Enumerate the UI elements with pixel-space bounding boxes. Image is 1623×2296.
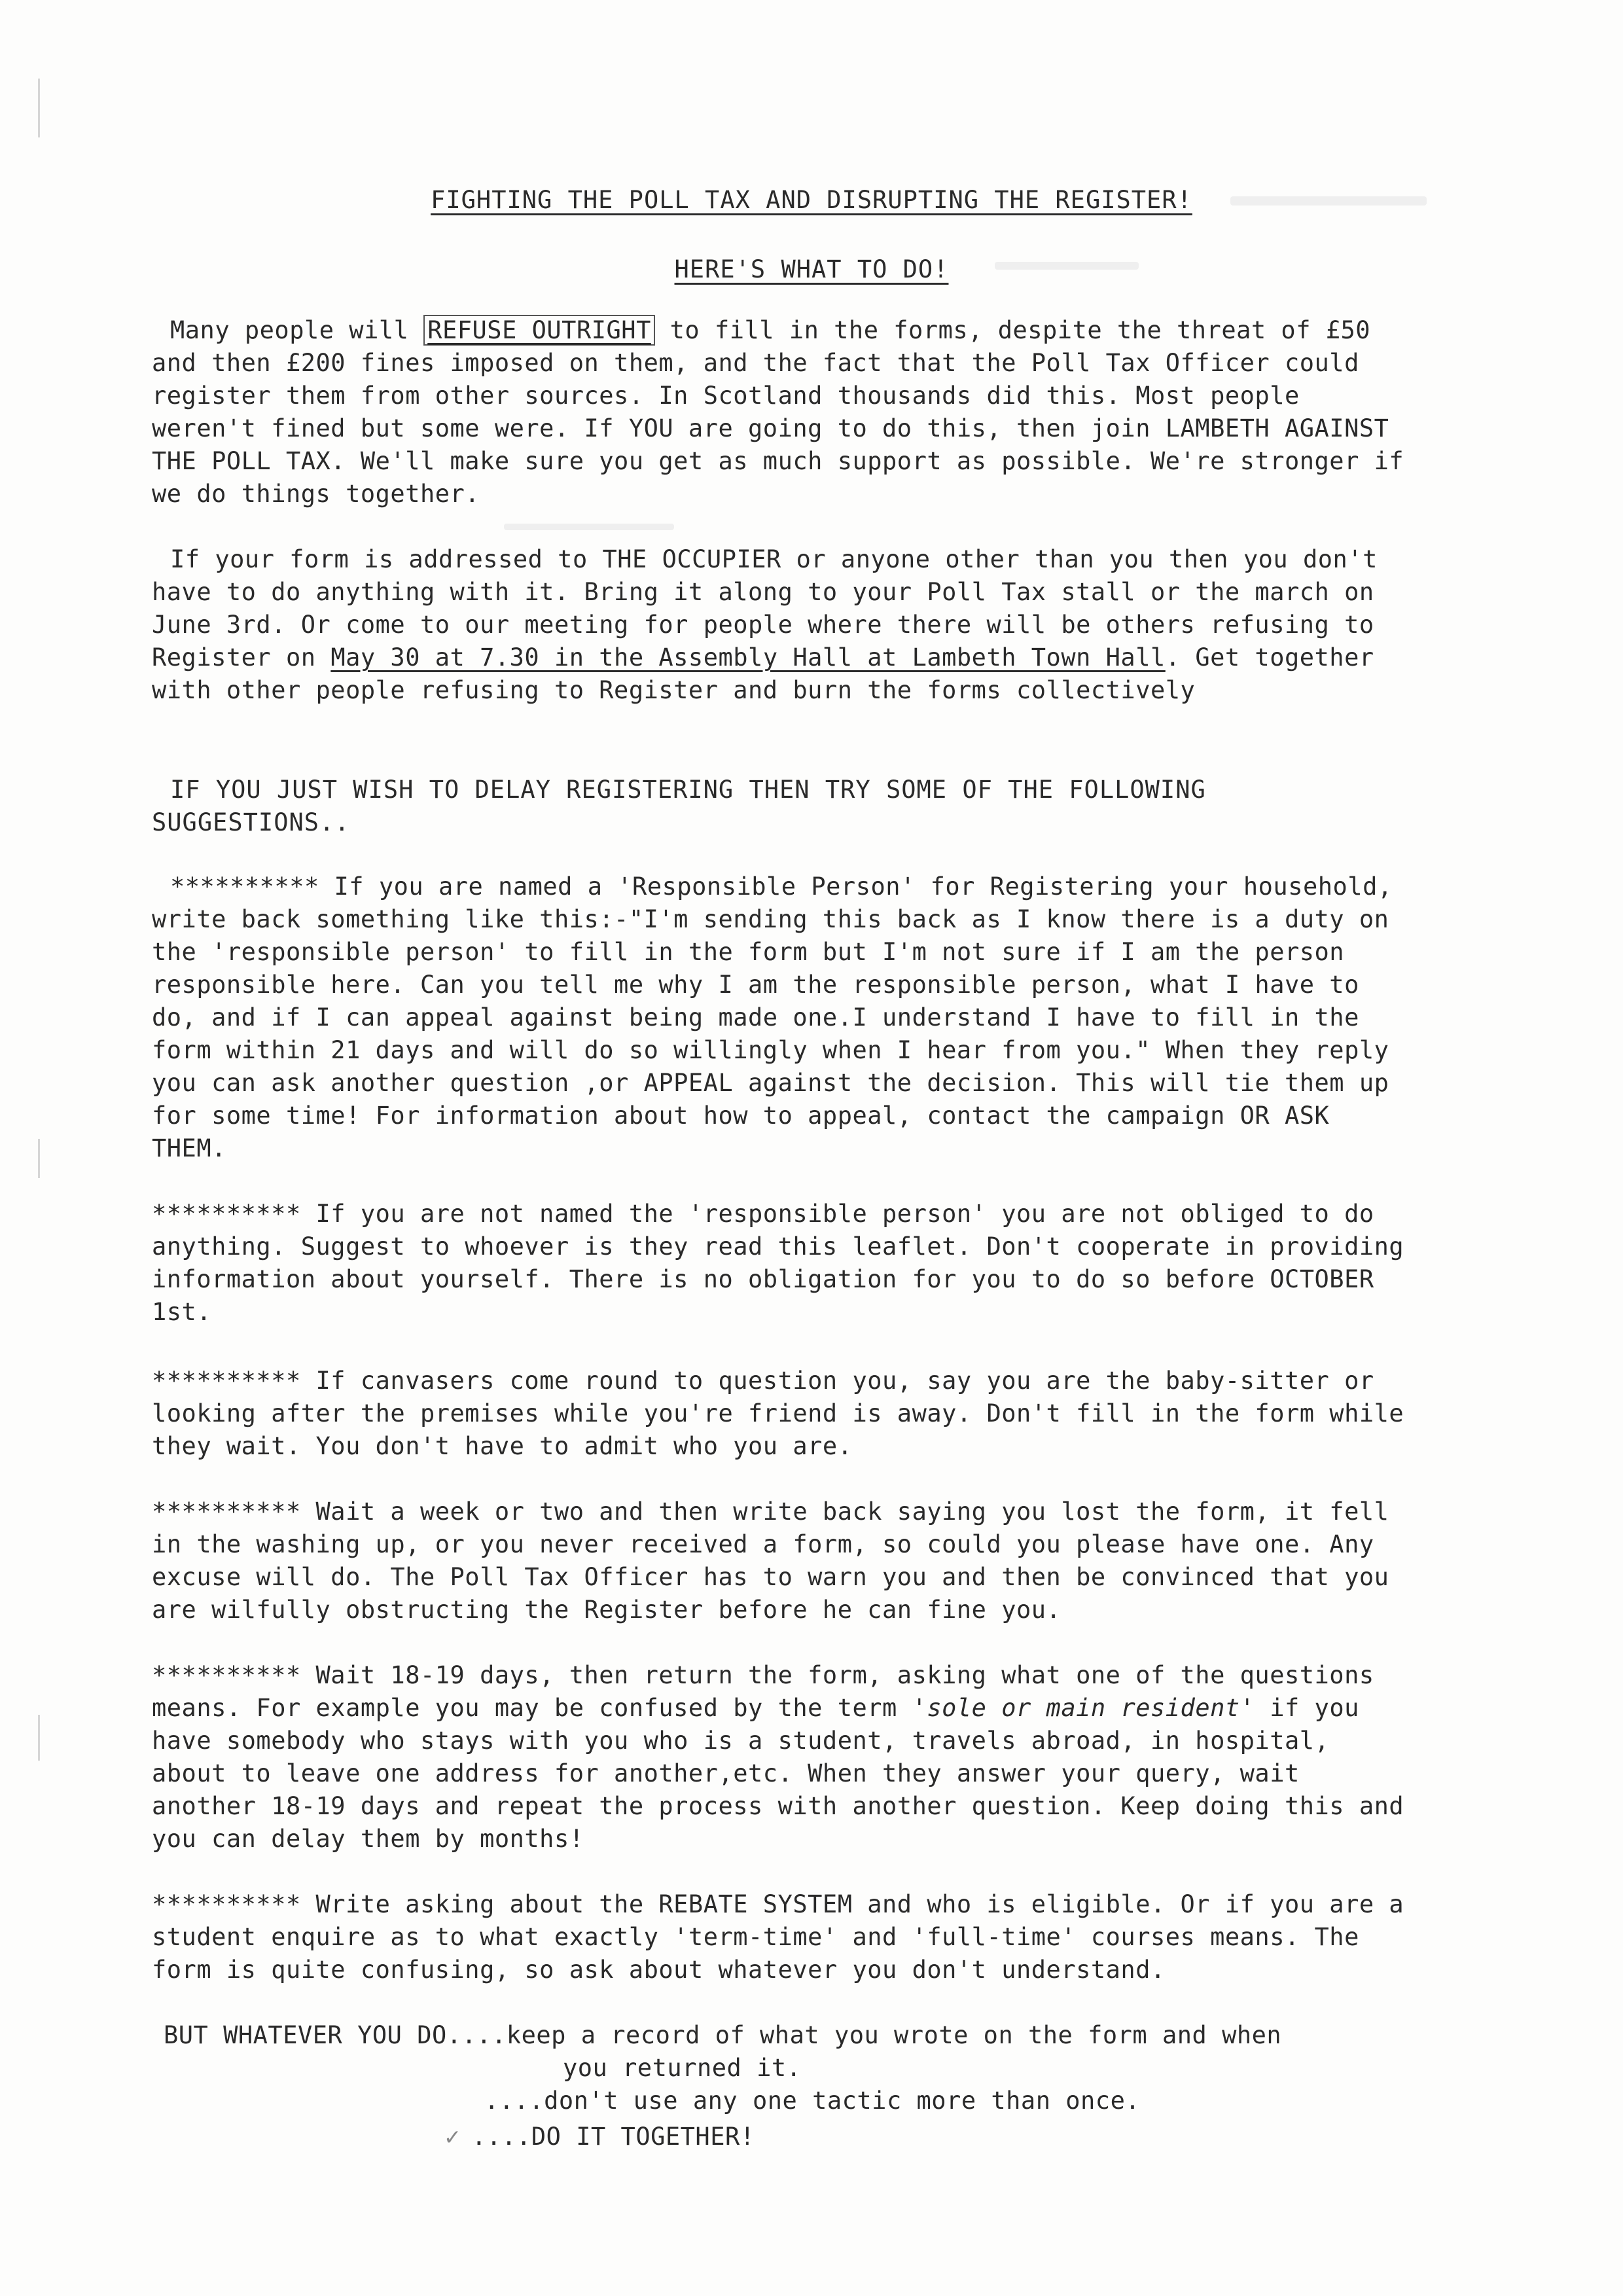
query-suggestion-start: ********** Wait 18-19 days, then return the form, asking what one of the questions means. For example you may be confused by the term (152, 1661, 1389, 1722)
sole-or-main-resident-term: 'sole or main resident' (912, 1694, 1255, 1722)
delay-heading: IF YOU JUST WISH TO DELAY REGISTERING THEN TRY SOME OF THE FOLLOWING SUGGESTIONS.. (152, 776, 1222, 836)
suggestion-canvassers: ********** If canvasers come round to question you, say you are the baby-sitter or looking after the premises while you're friend is away. Don't fill in the form while they wait. You don't have to admit who you are. (152, 1367, 1419, 1460)
document-title: FIGHTING THE POLL TAX AND DISRUPTING THE REGISTER! (431, 186, 1192, 214)
paragraph-refuse-start: Many people will (170, 316, 424, 344)
suggestion-lost-form: ********** Wait a week or two and then write back saying you lost the form, it fell in the washing up, or you never received a form, so could you please have one. Any excuse will do. The Poll Tax Officer has to warn you and then be convinced that you are wilfully obstructing the Register before he can fine you. (152, 1498, 1404, 1624)
binding-mark (38, 79, 40, 137)
suggestion-responsible-person: ********** If you are named a 'Responsible Person' for Registering your household, write back something like this:-"I'm sending this back as I know there is a duty on the 'responsible person' to fill in the form but I'm not sure if I am the person responsible here. Can you tell me why I am the responsible person, what I have to do, and if I can appeal against being made one.I understand I have to fill in the form within 21 days and will do so willingly when I hear from you." When they reply you can ask another question ,or APPEAL against the decision. This will tie them up for some time! For information about how to appeal, contact the campaign OR ASK THEM. (152, 872, 1408, 1162)
paragraph-refuse (152, 314, 1419, 511)
closing-line-1: BUT WHATEVER YOU DO....keep a record of what you wrote on the form and when (164, 2021, 1282, 2049)
print-smudge (504, 524, 674, 530)
suggestion-rebate: ********** Write asking about the REBATE SYSTEM and who is eligible. Or if you are a student enquire as to what exactly 'term-time' and 'full-time' courses means. The form is quite confusing, so ask about whatever you don't understand. (152, 1890, 1419, 1984)
pencil-tick-mark: ✓ (445, 2123, 460, 2151)
document-subtitle: HERE'S WHAT TO DO! (674, 255, 949, 283)
paragraph-occupier (152, 543, 1408, 707)
closing-line-4 (445, 2121, 755, 2153)
closing-line-2: you returned it. (563, 2054, 802, 2082)
closing-line-4-text: ....DO IT TOGETHER! (471, 2123, 755, 2151)
suggestion-not-responsible: ********** If you are not named the 'responsible person' you are not obliged to do anything. Suggest to whoever is they read this leaflet. Don't cooperate in providing information about yourself. There is no obligation for you to do so before OCTOBER 1st. (152, 1200, 1419, 1326)
suggestion-query-questions (152, 1659, 1419, 1856)
paragraph-refuse-end: to fill in the forms, despite the threat of £50 and then £200 fines imposed on them, and the fact that the Poll Tax Officer could register them from other sources. In Scotland thousands did this. Most people weren't fined but some were. If YOU are going to do this, then join LAMBETH AGAINST THE POLL TAX. We'll make sure you get as much support as possible. We're stronger if we do things together. (152, 316, 1419, 508)
paragraph-occupier-start: If your form is addressed to THE OCCUPIER or anyone other than you then you don't have to do anything with it. Bring it along to your Poll Tax stall or the march on June 3rd. Or come to our meeting for people where there will be others refusing to Register on (152, 545, 1393, 672)
meeting-details-emphasis: May 30 at 7.30 in the Assembly Hall at Lambeth Town Hall (330, 643, 1166, 672)
query-suggestion-end: if you have somebody who stays with you who is a student, travels abroad, in hospital, about to leave one address for another,etc. When they answer your query, wait another 18-19 days and repeat the process with another question. Keep doing this and you can delay them by months! (152, 1694, 1419, 1853)
refuse-outright-emphasis: REFUSE OUTRIGHT (423, 315, 655, 346)
paragraph-occupier-end: . Get together with other people refusing to Register and burn the forms collectively (152, 643, 1389, 704)
binding-mark (38, 1139, 40, 1178)
closing-line-3: ....don't use any one tactic more than once. (484, 2087, 1141, 2115)
binding-mark (38, 1715, 40, 1761)
